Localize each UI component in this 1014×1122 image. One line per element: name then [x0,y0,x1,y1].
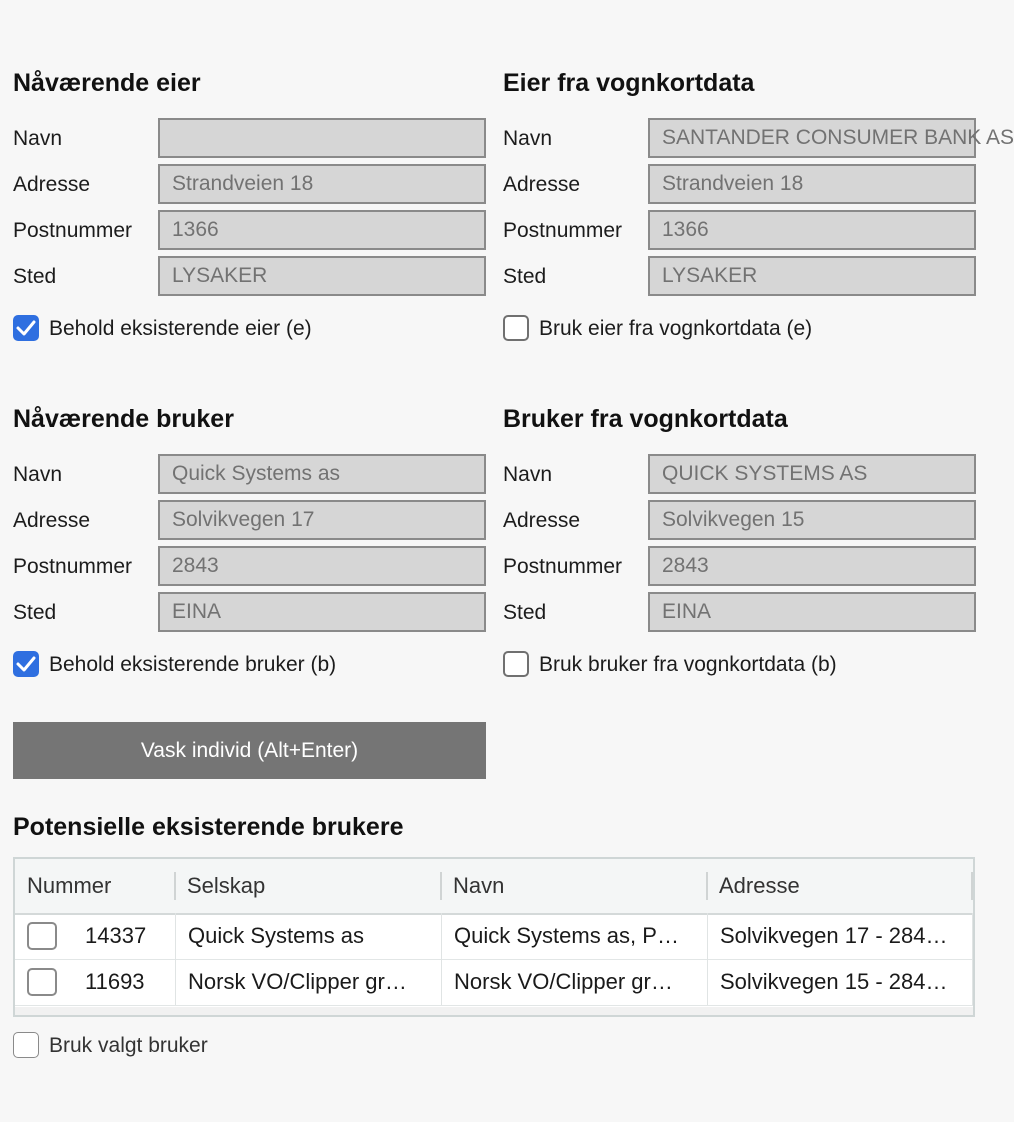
column-divider [441,913,442,1005]
owner-name-field[interactable] [158,118,486,158]
reg-user-address-label: Adresse [503,509,581,532]
cell-nummer: 14337 [85,923,147,948]
column-divider [175,913,176,1005]
cell-adresse: Solvikvegen 15 - 284… [720,969,948,994]
registry-user-section [503,404,976,676]
keep-owner-label: Behold eksisterende eier (e) [49,317,312,340]
potential-users-title: Potensielle eksisterende brukere [13,813,404,841]
owner-city-label: Sted [13,265,57,288]
owner-address-label: Adresse [13,173,91,196]
use-selected-user-label: Bruk valgt bruker [49,1034,208,1057]
user-name-row [13,454,486,494]
user-city-row [13,592,486,632]
checkmark-icon [16,319,36,337]
reg-owner-address-label: Adresse [503,173,581,196]
owner-postcode-row [13,210,486,250]
use-registry-owner-checkbox[interactable] [503,315,529,341]
reg-user-postcode-row [503,546,976,586]
user-address-field[interactable]: Solvikvegen 17 [158,500,486,540]
current-user-section [13,404,486,676]
reg-user-name-field[interactable]: QUICK SYSTEMS AS [648,454,976,494]
column-divider [707,913,708,1005]
current-user-title: Nåværende bruker [13,405,234,433]
user-address-row [13,500,486,540]
reg-owner-address-row [503,164,976,204]
cell-navn: Quick Systems as, P… [454,923,679,948]
registry-owner-title: Eier fra vognkortdata [503,69,755,97]
registry-user-title: Bruker fra vognkortdata [503,405,788,433]
user-postcode-label: Postnummer [13,555,133,578]
reg-owner-postcode-label: Postnummer [503,219,623,242]
column-header-adresse[interactable]: Adresse [719,873,800,898]
owner-address-field[interactable]: Strandveien 18 [158,164,486,204]
table-row[interactable] [15,913,973,960]
owner-city-field[interactable]: LYSAKER [158,256,486,296]
reg-user-postcode-field[interactable]: 2843 [648,546,976,586]
column-header-selskap[interactable]: Selskap [187,873,266,898]
owner-postcode-label: Postnummer [13,219,133,242]
cell-nummer: 11693 [85,969,145,994]
reg-user-address-field[interactable]: Solvikvegen 15 [648,500,976,540]
reg-owner-name-row [503,118,1014,158]
owner-city-row [13,256,486,296]
column-header-nummer[interactable]: Nummer [27,873,112,898]
reg-user-city-field[interactable]: EINA [648,592,976,632]
reg-owner-postcode-row [503,210,976,250]
checkmark-icon [16,655,36,673]
registry-owner-section [503,68,1014,340]
table-header [15,859,973,915]
row-checkbox[interactable] [27,968,57,996]
reg-owner-postcode-field[interactable]: 1366 [648,210,976,250]
owner-name-row [13,118,486,158]
reg-user-city-label: Sted [503,601,547,624]
cell-selskap: Norsk VO/Clipper gr… [188,969,407,994]
user-city-label: Sted [13,601,57,624]
current-owner-title: Nåværende eier [13,69,201,97]
use-registry-user-checkbox[interactable] [503,651,529,677]
keep-user-label: Behold eksisterende bruker (b) [49,653,337,676]
user-name-field[interactable]: Quick Systems as [158,454,486,494]
reg-user-address-row [503,500,976,540]
user-postcode-field[interactable]: 2843 [158,546,486,586]
user-name-label: Navn [13,463,63,486]
reg-user-postcode-label: Postnummer [503,555,623,578]
owner-address-row [13,164,486,204]
cell-adresse: Solvikvegen 17 - 284… [720,923,948,948]
reg-owner-address-field[interactable]: Strandveien 18 [648,164,976,204]
use-registry-owner-label: Bruk eier fra vognkortdata (e) [539,317,813,340]
owner-name-label: Navn [13,127,63,150]
cell-selskap: Quick Systems as [188,923,365,948]
potential-users-table [13,857,975,1017]
current-owner-section [13,68,486,340]
reg-user-city-row [503,592,976,632]
user-postcode-row [13,546,486,586]
reg-owner-city-field[interactable]: LYSAKER [648,256,976,296]
reg-user-name-label: Navn [503,463,553,486]
row-checkbox[interactable] [27,922,57,950]
column-divider [972,913,973,1005]
column-header-navn[interactable]: Navn [453,873,505,898]
reg-owner-city-label: Sted [503,265,547,288]
user-address-label: Adresse [13,509,91,532]
horizontal-scrollbar[interactable] [15,1007,973,1015]
user-city-field[interactable]: EINA [158,592,486,632]
reg-owner-name-label: Navn [503,127,553,150]
use-registry-user-label: Bruk bruker fra vognkortdata (b) [539,653,837,676]
use-selected-user-checkbox[interactable] [13,1032,39,1058]
table-row[interactable] [15,959,973,1006]
wash-individual-button[interactable]: Vask individ (Alt+Enter) [13,722,486,779]
reg-user-name-row [503,454,976,494]
keep-owner-checkbox[interactable] [13,315,39,341]
owner-postcode-field[interactable]: 1366 [158,210,486,250]
reg-owner-name-field[interactable]: SANTANDER CONSUMER BANK AS [648,118,976,158]
column-separator[interactable] [971,872,973,900]
cell-navn: Norsk VO/Clipper gr… [454,969,673,994]
reg-owner-city-row [503,256,976,296]
keep-user-checkbox[interactable] [13,651,39,677]
